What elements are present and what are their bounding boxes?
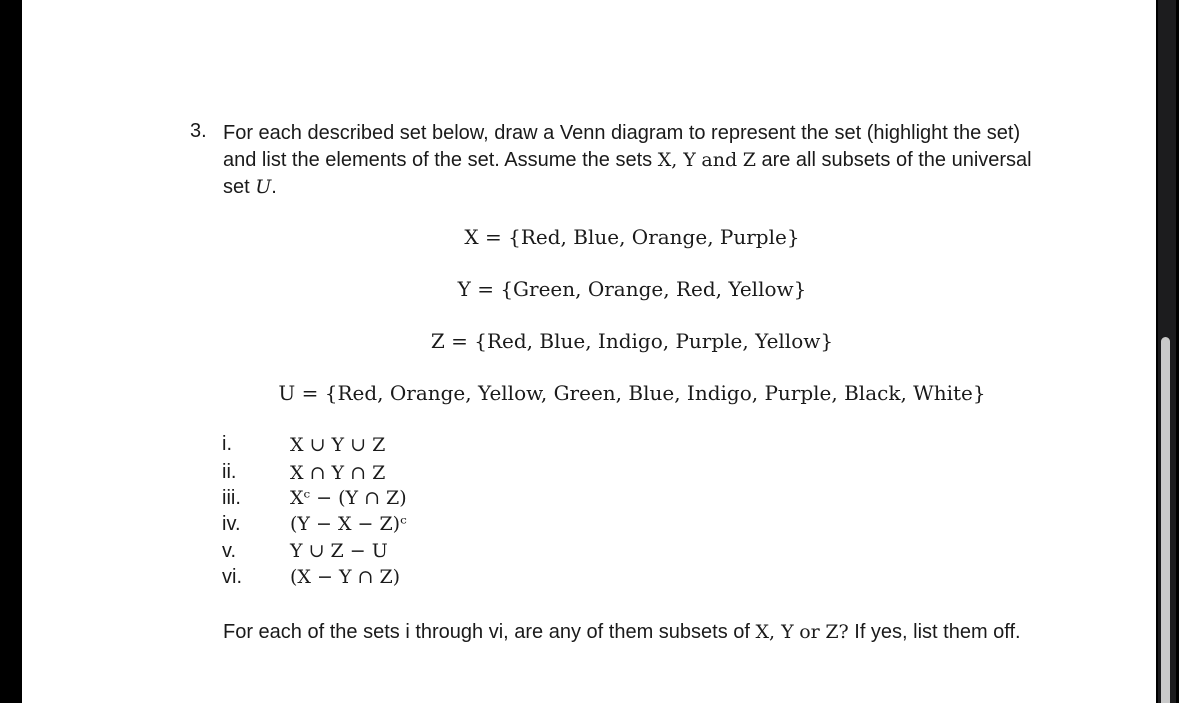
- item-number: vi.: [222, 566, 242, 588]
- item-number: ii.: [222, 461, 237, 483]
- item-number: v.: [222, 540, 237, 562]
- question-text: [223, 120, 1043, 201]
- item-expression: (X − Y ∩ Z): [290, 566, 401, 588]
- item-number: iii.: [222, 487, 241, 509]
- window-left-edge: [0, 0, 22, 703]
- footer-text-part2: If yes, list them off.: [848, 621, 1021, 643]
- item-expression: Y ∪ Z − U: [290, 540, 388, 562]
- follow-up-question: [223, 619, 1043, 646]
- scrollbar-thumb[interactable]: [1161, 337, 1170, 703]
- item-expression: (Y − X − Z)ᶜ: [290, 513, 407, 535]
- footer-text-part1: For each of the sets i through vi, are any of them subsets of: [223, 621, 756, 643]
- item-expression: X ∪ Y ∪ Z: [290, 434, 386, 456]
- sets-inline: X, Y: [657, 149, 696, 171]
- item-expression: X ∩ Y ∩ Z: [290, 462, 386, 484]
- item-expression: Xᶜ − (Y ∩ Z): [290, 487, 407, 509]
- question-number: 3.: [190, 120, 207, 142]
- footer-or-word: or: [799, 621, 820, 643]
- question-text-part1: For each described set below, draw a Venn diagram to represent the set (highlight the set) and list the elements of the set. Assume the sets: [223, 122, 1021, 171]
- set-definition-u: U = {Red, Orange, Yellow, Green, Blue, Indigo, Purple, Black, White}: [278, 381, 986, 405]
- set-definition-y: Y = {Green, Orange, Red, Yellow}: [457, 277, 807, 301]
- footer-z-inline: Z?: [825, 621, 849, 643]
- item-number: iv.: [222, 513, 241, 535]
- and-word: and: [701, 149, 738, 171]
- universal-symbol: U: [255, 176, 272, 198]
- question-text-part2: are all subsets of the universal set: [223, 149, 1032, 198]
- set-definition-z: Z = {Red, Blue, Indigo, Purple, Yellow}: [430, 329, 834, 353]
- set-definition-x: X = {Red, Blue, Orange, Purple}: [464, 225, 800, 249]
- item-number: i.: [222, 433, 232, 455]
- footer-sets-inline: X, Y: [755, 621, 794, 643]
- z-inline: Z: [742, 149, 756, 171]
- question-text-end: .: [271, 176, 277, 198]
